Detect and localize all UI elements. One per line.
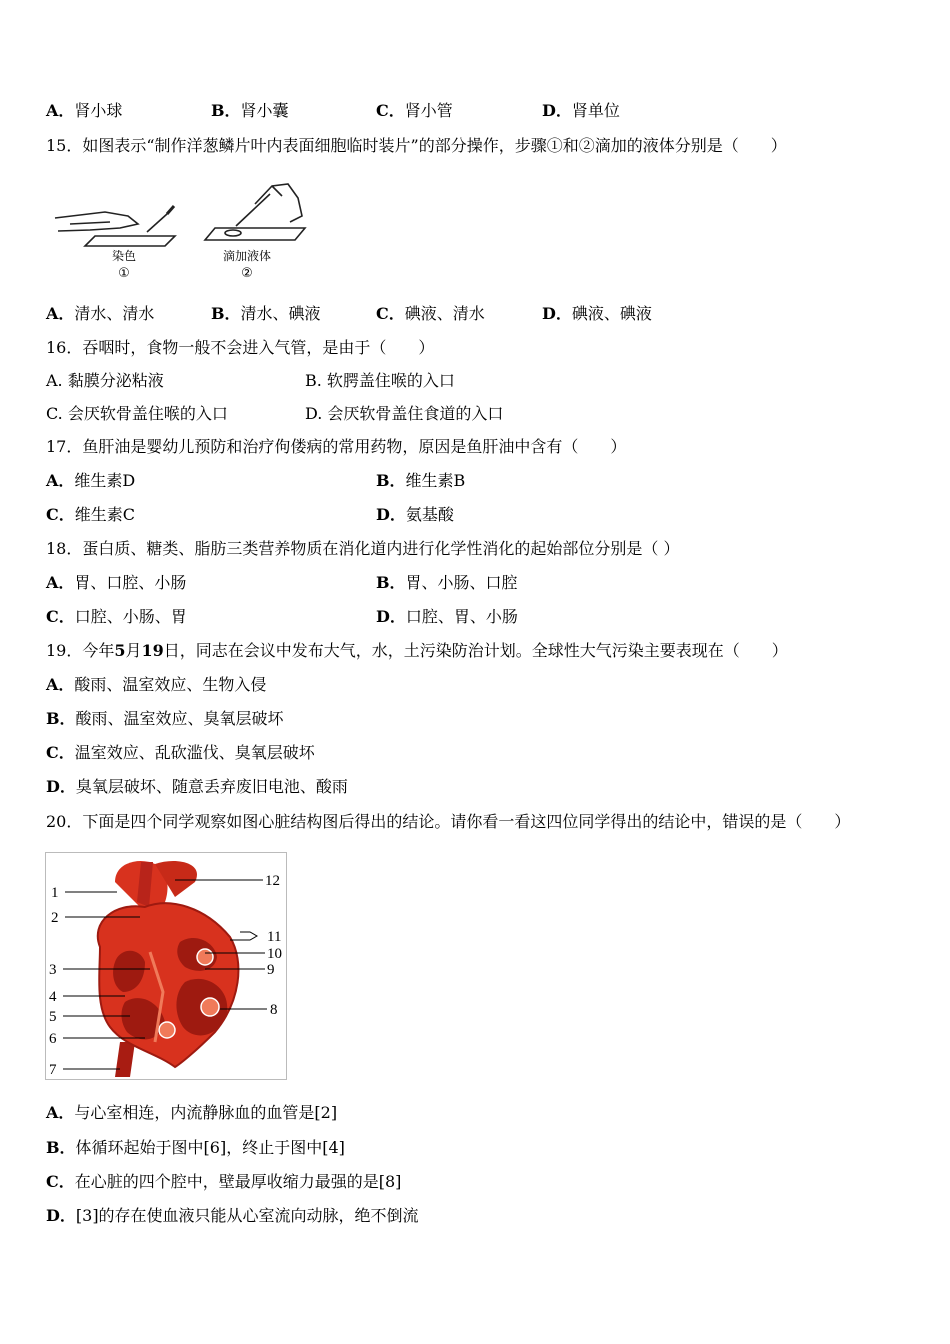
option-letter: A． [46,471,75,490]
heart-label-1: 1 [51,885,59,901]
q18-option-d [376,606,518,628]
option-text: 温室效应、乱砍滥伐、臭氧层破坏 [74,743,315,762]
q18-stem: 18．蛋白质、糖类、脂肪三类营养物质在消化道内进行化学性消化的起始部位分别是（ ） [46,539,680,558]
heart-label-11: 11 [267,929,282,945]
q20-option-a [46,1102,337,1124]
q16-stem: 16．吞咽时，食物一般不会进入气管，是由于（ ） [46,338,435,357]
option-text: 肾小囊 [240,101,289,120]
option-text: 碘液、清水 [404,304,485,323]
option-letter: C． [376,304,405,323]
option-letter: A． [46,1103,75,1122]
option-letter: D． [376,505,406,524]
q20-option-c [46,1171,401,1193]
option-letter: B． [376,573,406,592]
q16-option-c: C. 会厌软骨盖住喉的入口 [46,404,228,423]
stem-part: 日，同志在会议中发布大气，水，土污染防治计划。全球性大气污染主要表现在（ ） [163,641,788,660]
option-text: 与心室相连，内流静脉血的血管是[2] [74,1103,338,1122]
heart-label-12: 12 [265,873,280,889]
q15-option-a [46,303,154,325]
q17-stem: 17．鱼肝油是婴幼儿预防和治疗佝偻病的常用药物，原因是鱼肝油中含有（ ） [46,437,627,456]
option-letter: C． [46,505,75,524]
heart-label-6: 6 [49,1031,57,1047]
option-letter: A． [46,101,75,120]
option-letter: D． [542,304,572,323]
option-text: 维生素D [74,471,136,490]
q15-option-d [542,303,652,325]
stem-part: 月 [125,641,142,660]
q20-stem: 20．下面是四个同学观察如图心脏结构图后得出的结论。请你看一看这四位同学得出的结论中，错误的是（ ） [46,812,851,831]
q15-stem: 15．如图表示“制作洋葱鳞片叶内表面细胞临时装片”的部分操作，步骤①和②滴加的液体分别是（ ） [46,136,787,155]
option-letter: C． [46,1172,75,1191]
q17-option-b [376,470,465,492]
option-letter: B． [211,304,241,323]
q19-stem [46,640,788,662]
q15-option-b [211,303,321,325]
option-text: 酸雨、温室效应、生物入侵 [74,675,267,694]
heart-label-2: 2 [51,910,59,926]
option-text: 胃、小肠、口腔 [405,573,518,592]
q14-option-a [46,100,122,122]
fig-step-1: ① [118,266,130,281]
option-letter: C． [46,607,75,626]
heart-label-3: 3 [49,962,57,978]
option-text: 维生素C [74,505,135,524]
option-text: 胃、口腔、小肠 [74,573,187,592]
q17-option-c [46,504,135,526]
stem-month: 5 [114,641,126,660]
q15-option-c [376,303,485,325]
q17-option-a [46,470,135,492]
heart-label-8: 8 [270,1002,278,1018]
q19-option-d [46,776,348,798]
q16-option-a: A. 黏膜分泌粘液 [46,371,164,390]
fig-step-2: ② [241,266,253,281]
heart-label-10: 10 [267,946,282,962]
heart-label-5: 5 [49,1009,57,1025]
option-letter: D． [376,607,406,626]
option-text: [3]的存在使血液只能从心室流向动脉，绝不倒流 [75,1206,419,1225]
q19-option-a [46,674,266,696]
option-letter: B． [46,709,76,728]
option-text: 清水、清水 [74,304,155,323]
q14-option-b [211,100,289,122]
q18-option-a [46,572,186,594]
option-text: 臭氧层破坏、随意丢弃废旧电池、酸雨 [75,777,348,796]
q14-option-c [376,100,453,122]
option-text: 酸雨、温室效应、臭氧层破坏 [75,709,284,728]
heart-label-7: 7 [49,1062,57,1078]
slide-preparation-illustration [50,176,320,286]
option-letter: C． [46,743,75,762]
q19-option-c [46,742,315,764]
option-text: 氨基酸 [405,505,454,524]
option-text: 肾单位 [571,101,620,120]
q16-option-d: D. 会厌软骨盖住食道的入口 [305,404,504,423]
stem-part: 19．今年 [46,641,115,660]
q20-option-b [46,1137,345,1159]
option-text: 碘液、碘液 [571,304,652,323]
option-letter: A． [46,675,75,694]
q20-option-d [46,1205,419,1227]
option-letter: D． [46,1206,76,1225]
option-text: 在心脏的四个腔中，壁最厚收缩力最强的是[8] [74,1172,402,1191]
heart-label-4: 4 [49,989,57,1005]
q18-option-c [46,606,187,628]
option-letter: D． [46,777,76,796]
q17-option-d [376,504,454,526]
option-text: 肾小球 [74,101,123,120]
option-text: 体循环起始于图中[6]，终止于图中[4] [75,1138,345,1157]
heart-structure-illustration [45,852,290,1082]
option-letter: B． [211,101,241,120]
option-text: 肾小管 [404,101,453,120]
option-letter: B． [376,471,406,490]
option-text: 口腔、小肠、胃 [74,607,187,626]
q19-option-b [46,708,284,730]
option-letter: B． [46,1138,76,1157]
heart-label-9: 9 [267,962,275,978]
q18-option-b [376,572,518,594]
option-text: 口腔、胃、小肠 [405,607,518,626]
q14-option-d [542,100,620,122]
q16-option-b: B. 软腭盖住喉的入口 [305,371,455,390]
fig-label-stain: 染色 [111,249,137,263]
option-letter: D． [542,101,572,120]
fig-label-add-liquid: 滴加液体 [222,249,272,263]
option-letter: A． [46,573,75,592]
stem-day: 19 [141,641,164,660]
option-text: 清水、碘液 [240,304,321,323]
heart-diagram [45,852,290,1082]
option-letter: A． [46,304,75,323]
option-text: 维生素B [405,471,466,490]
q15-figure [50,176,320,286]
option-letter: C． [376,101,405,120]
